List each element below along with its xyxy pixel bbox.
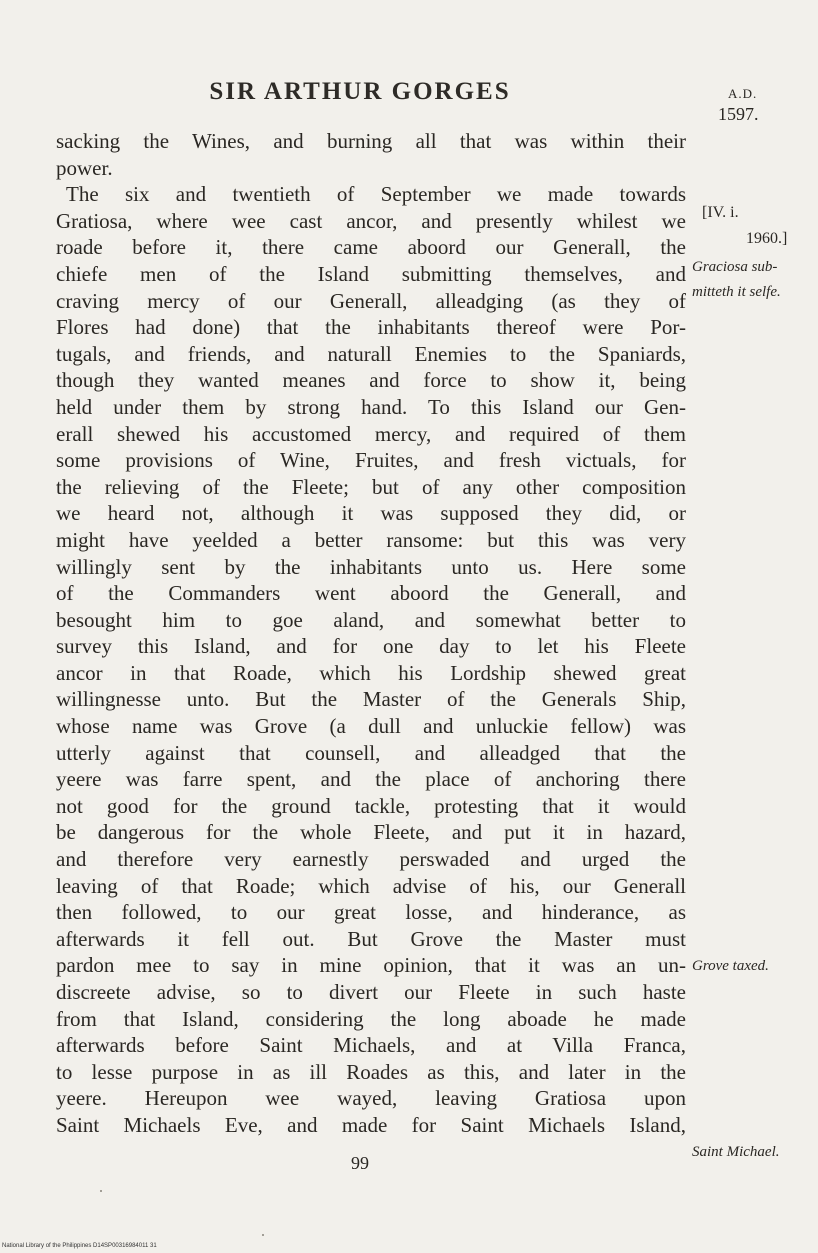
margin-note: Graciosa sub-	[692, 259, 778, 275]
text-line: utterly against that counsell, and alleadged that the	[56, 740, 686, 765]
body-text	[56, 128, 686, 1139]
footer-credit: National Library of the Philippines D14SP00316984011 31	[2, 1243, 157, 1249]
text-line: the relieving of the Fleete; but of any other composition	[56, 474, 686, 499]
text-line: not good for the ground tackle, protesting that it would	[56, 793, 686, 818]
text-line: to lesse purpose in as ill Roades as this, and later in the	[56, 1059, 686, 1084]
text-line: afterwards before Saint Michaels, and at Villa Franca,	[56, 1033, 686, 1058]
text-line: power.	[56, 155, 113, 180]
text-line: be dangerous for the whole Fleete, and put it in hazard,	[56, 820, 686, 845]
text-line: roade before it, there came aboord our Generall, the	[56, 235, 686, 260]
text-line: might have yeelded a better ransome: but this was very	[56, 527, 686, 552]
running-head: SIR ARTHUR GORGES	[209, 78, 511, 105]
text-line: erall shewed his accustomed mercy, and required of them	[56, 421, 686, 446]
text-line: some provisions of Wine, Fruites, and fresh victuals, for	[56, 448, 686, 473]
margin-volume-ref: 1960.]	[746, 230, 788, 247]
margin-volume-ref: [IV. i.	[702, 204, 739, 221]
text-line: and therefore very earnestly perswaded and urged the	[56, 847, 686, 872]
text-line: willingnesse unto. But the Master of the Generals Ship,	[56, 687, 686, 712]
text-line: Gratiosa, where wee cast ancor, and presently whilest we	[56, 208, 686, 233]
scan-speck	[100, 1190, 102, 1192]
text-line: then followed, to our great losse, and hinderance, as	[56, 900, 686, 925]
text-line: of the Commanders went aboord the Generall, and	[56, 581, 686, 606]
text-line: willingly sent by the inhabitants unto us. Here some	[56, 554, 686, 579]
text-line: chiefe men of the Island submitting themselves, and	[56, 261, 686, 286]
text-line: leaving of that Roade; which advise of his, our Generall	[56, 873, 686, 898]
ad-label: A.D.	[728, 86, 758, 101]
text-line: tugals, and friends, and naturall Enemies to the Spaniards,	[56, 341, 686, 366]
text-line: The six and twentieth of September we made towards	[66, 182, 686, 207]
scan-speck	[262, 1234, 264, 1236]
text-line: yeere was farre spent, and the place of anchoring there	[56, 767, 686, 792]
text-line: Flores had done) that the inhabitants thereof were Por-	[56, 315, 686, 340]
year-label: 1597.	[718, 104, 759, 124]
page-number: 99	[351, 1153, 369, 1173]
margin-note: Saint Michael.	[692, 1144, 780, 1160]
text-line: held under them by strong hand. To this Island our Gen-	[56, 394, 686, 419]
text-line: ancor in that Roade, which his Lordship shewed great	[56, 660, 686, 685]
text-line: besought him to goe aland, and somewhat better to	[56, 607, 686, 632]
text-line: craving mercy of our Generall, alleadging (as they of	[56, 288, 686, 313]
text-line: sacking the Wines, and burning all that was within their	[56, 129, 686, 153]
text-line: though they wanted meanes and force to show it, being	[56, 368, 686, 393]
text-line: whose name was Grove (a dull and unluckie fellow) was	[56, 714, 686, 739]
text-line: yeere. Hereupon wee wayed, leaving Gratiosa upon	[56, 1086, 686, 1111]
text-line: Saint Michaels Eve, and made for Saint Michaels Island,	[56, 1112, 686, 1137]
margin-note: mitteth it selfe.	[692, 284, 781, 300]
margin-note: Grove taxed.	[692, 958, 769, 974]
text-line: afterwards it fell out. But Grove the Master must	[56, 926, 686, 951]
text-line: pardon mee to say in mine opinion, that it was an un-	[56, 953, 686, 978]
text-line: we heard not, although it was supposed they did, or	[56, 501, 686, 526]
text-line: survey this Island, and for one day to let his Fleete	[56, 634, 686, 659]
text-line: discreete advise, so to divert our Fleete in such haste	[56, 980, 686, 1004]
text-line: from that Island, considering the long aboade he made	[56, 1006, 686, 1031]
